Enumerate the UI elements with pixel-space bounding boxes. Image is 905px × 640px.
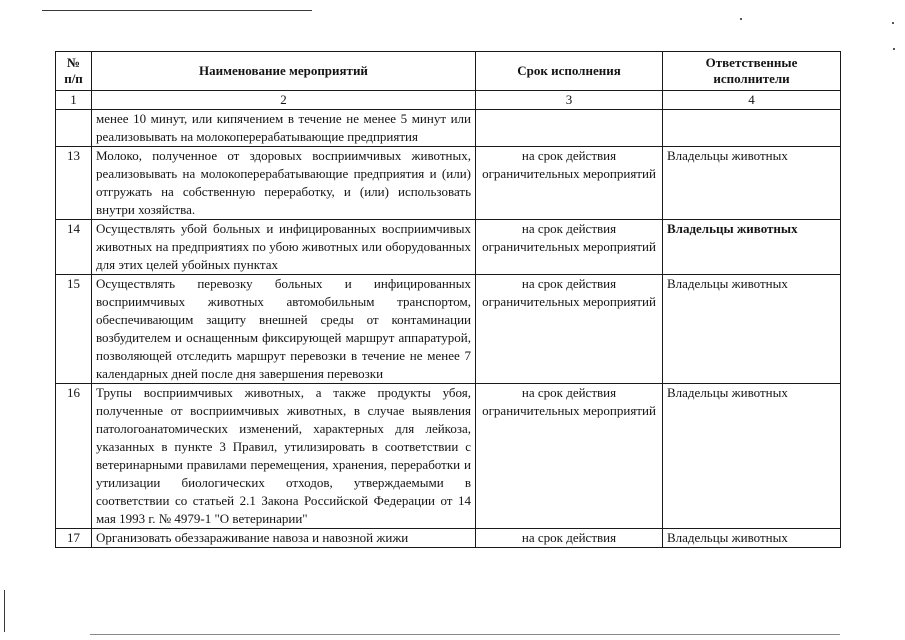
row-responsible: Владельцы животных — [663, 529, 841, 548]
row-responsible: Владельцы животных — [663, 384, 841, 529]
column-number: 1 — [56, 91, 92, 110]
row-term: на срок действия ограничительных мероприятий — [476, 384, 663, 529]
row-term: на срок действия ограничительных мероприятий — [476, 147, 663, 220]
row-responsible: Владельцы животных — [663, 220, 841, 275]
row-measure: Организовать обеззараживание навоза и навозной жижи — [92, 529, 476, 548]
row-term — [476, 110, 663, 147]
scan-artifact-bottom-line — [90, 634, 840, 635]
scan-artifact-dot — [740, 18, 742, 20]
row-num: 13 — [56, 147, 92, 220]
header-name: Наименование мероприятий — [92, 52, 476, 91]
row-term: на срок действия ограничительных мероприятий — [476, 220, 663, 275]
table-row — [56, 384, 841, 529]
table-row — [56, 110, 841, 147]
column-number: 2 — [92, 91, 476, 110]
table-row — [56, 275, 841, 384]
row-num — [56, 110, 92, 147]
row-responsible: Владельцы животных — [663, 147, 841, 220]
row-measure: Осуществлять перевозку больных и инфицированных восприимчивых животных автомобильным транспортом, обеспечивающим защиту внешней среды от контаминации возбудителем и оснащенным фиксирующей маршрут аппаратурой, позволяющей отследить маршрут перевозки в течение не менее 7 календарных дней после дня завершения перевозки — [92, 275, 476, 384]
table-header-row — [56, 52, 841, 91]
scan-artifact-left-line — [4, 590, 5, 632]
column-number: 3 — [476, 91, 663, 110]
column-number-row — [56, 91, 841, 110]
row-measure: Молоко, полученное от здоровых восприимчивых животных, реализовывать на молокоперерабатывающие предприятия и (или) отгружать на собственную переработку, и (или) использовать внутри хозяйства. — [92, 147, 476, 220]
header-num: № п/п — [56, 52, 92, 91]
row-responsible: Владельцы животных — [663, 275, 841, 384]
table-row — [56, 529, 841, 548]
table-row — [56, 147, 841, 220]
header-term: Срок исполнения — [476, 52, 663, 91]
row-measure: Осуществлять убой больных и инфицированных восприимчивых животных на предприятиях по убою животных или оборудованных для этих целей убойных пунктах — [92, 220, 476, 275]
scan-artifact-top-line — [42, 10, 312, 11]
row-responsible — [663, 110, 841, 147]
row-measure: менее 10 минут, или кипячением в течение не менее 5 минут или реализовывать на молокоперерабатывающие предприятия — [92, 110, 476, 147]
row-num: 17 — [56, 529, 92, 548]
row-term: на срок действия — [476, 529, 663, 548]
row-term: на срок действия ограничительных мероприятий — [476, 275, 663, 384]
row-num: 14 — [56, 220, 92, 275]
row-num: 15 — [56, 275, 92, 384]
table-row — [56, 220, 841, 275]
column-number: 4 — [663, 91, 841, 110]
measures-table — [55, 51, 841, 548]
row-measure: Трупы восприимчивых животных, а также продукты убоя, полученные от восприимчивых животных, в случае выявления патологоанатомических изменений, характерных для лейкоза, указанных в пункте 3 Правил, утилизировать в соответствии с ветеринарными правилами перемещения, хранения, переработки и утилизации биологических отходов, утверждаемыми в соответствии со статьей 2.1 Закона Российской Федерации от 14 мая 1993 г. № 4979-1 "О ветеринарии" — [92, 384, 476, 529]
scan-artifact-dot — [893, 48, 895, 50]
row-num: 16 — [56, 384, 92, 529]
scan-artifact-dot — [892, 22, 894, 24]
header-resp: Ответственные исполнители — [663, 52, 841, 91]
